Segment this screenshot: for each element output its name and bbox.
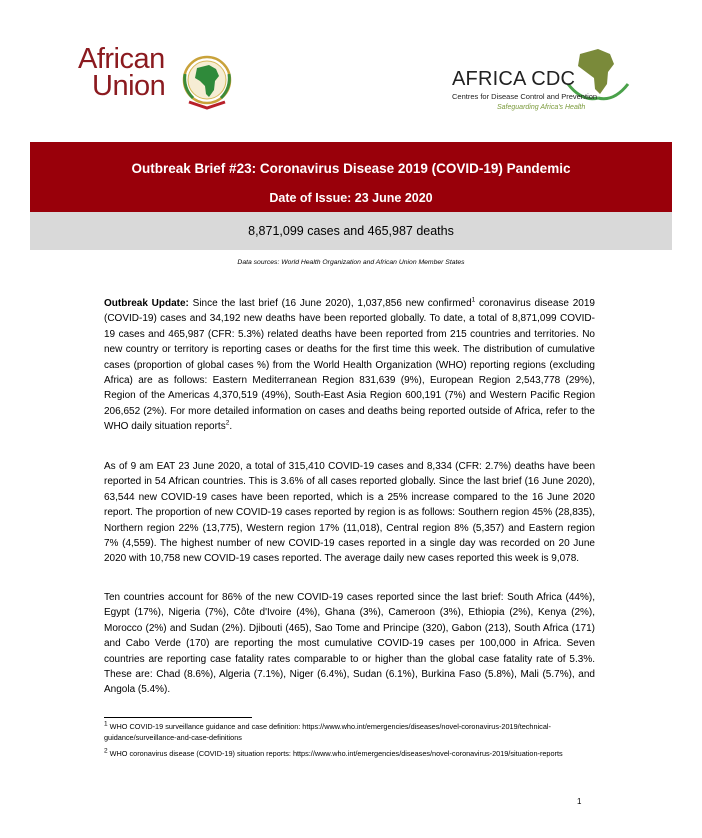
footnote-ref[interactable]: 1 <box>471 296 476 304</box>
cases-summary-bar <box>30 212 672 250</box>
footnote-text[interactable]: WHO COVID-19 surveillance guidance and case definition: https://www.who.int/emergencies/diseases/novel-coronavirus-2019/technical-guidance/surveillance-and-case-definitions <box>104 722 551 742</box>
footnote-text[interactable]: WHO coronavirus disease (COVID-19) situation reports: https://www.who.int/emergencies/diseases/novel-coronavirus-2019/situation-reports <box>107 749 563 758</box>
document-title: Outbreak Brief #23: Coronavirus Disease 2019 (COVID-19) Pandemic <box>131 161 571 176</box>
african-union-emblem-icon <box>175 50 239 112</box>
cases-summary: 8,871,099 cases and 465,987 deaths <box>248 224 454 238</box>
au-wordmark-line1: African <box>78 43 165 75</box>
africa-cdc-tagline: Safeguarding Africa's Health <box>497 104 586 111</box>
africa-cdc-subtitle: Centres for Disease Control and Prevention <box>452 92 598 101</box>
footnote-number: 2 <box>104 747 108 755</box>
data-sources-note: Data sources: World Health Organization and African Union Member States <box>237 259 465 266</box>
paragraph-country-summary: Ten countries account for 86% of the new COVID-19 cases reported since the last brief: South Africa (44%), Egypt (17%), Nigeria (7%), Côte d'Ivoire (4%), Ghana (3%), Cameroon (3%), Ethiopia (2%), Kenya (2%), Morocco (2%) and Sudan (2%). Djibouti (465), Sao Tome and Principe (320), Gabon (213), South Africa (171) and Cabo Verde (170) are reporting the most cumulative COVID-19 cases per 100,000 in Africa. Seven countries are reporting case fatality rates comparable to or higher than the global case fatality rate of 5.3%. These are: Chad (8.6%), Algeria (7.1%), Niger (6.4%), Sudan (6.1%), Burkina Faso (5.8%), Mali (5.7%), and Angola (5.4%). <box>104 592 595 696</box>
issue-date: Date of Issue: 23 June 2020 <box>269 191 433 205</box>
paragraph-africa-summary: As of 9 am EAT 23 June 2020, a total of 315,410 COVID-19 cases and 8,334 (CFR: 2.7%) deaths have been reported in 54 African countries. This is 3.6% of all cases reported globally. Since the last brief (16 June 2020), 63,544 new COVID-19 cases have been reported, which is a 25% increase compared to the 16 June 2020 report. The proportion of new COVID-19 cases reported by region is as follows: Southern region 45% (28,835), Northern region 22% (13,775), Western region 17% (11,018), Central region 8% (5,357) and Eastern region 7% (4,559). The highest number of new COVID-19 cases reported in a single day was recorded on 20 June 2020 with 10,758 new COVID-19 cases reported. The average daily new cases reported this week is 9,078. <box>104 461 595 565</box>
paragraph-outbreak-update <box>104 296 595 435</box>
page-number: 1 <box>577 797 582 806</box>
paragraph-text: coronavirus disease 2019 (COVID-19) cases and 34,192 new deaths have been reported globally. To date, a total of 8,871,099 COVID-19 cases and 465,987 (CFR: 5.3%) related deaths have been reported from 215 countries and territories. No new country or territory is reporting cases or deaths for the first time this week. The distribution of cumulative cases (proportion of global cases %) from the World Health Organization (WHO) reporting regions (excluding Africa) are as follows: Eastern Mediterranean Region 831,639 (9%), European Region 2,543,778 (29%), Region of the Americas 4,370,519 (49%), South-East Asia Region 600,191 (7%) and Western Pacific Region 206,652 (2%). For more detailed information on cases and deaths being reported outside of Africa, refer to the WHO daily situation reports <box>104 298 595 433</box>
footnote-2 <box>104 748 595 759</box>
african-union-wordmark <box>78 43 166 102</box>
au-wordmark-line2: Union <box>92 70 166 102</box>
paragraph-text: . <box>229 421 233 433</box>
footnote-separator <box>104 717 252 718</box>
footnote-number: 1 <box>104 720 108 728</box>
footnote-1 <box>104 721 595 743</box>
africa-cdc-logo <box>452 44 632 114</box>
africa-cdc-title: AFRICA CDC <box>452 68 576 90</box>
title-banner <box>30 142 672 212</box>
paragraph-lead: Outbreak Update: <box>104 298 189 309</box>
paragraph-text: Since the last brief (16 June 2020), 1,037,856 new confirmed <box>188 298 472 309</box>
footnote-ref[interactable]: 2 <box>225 419 230 427</box>
african-union-logo <box>78 43 248 118</box>
